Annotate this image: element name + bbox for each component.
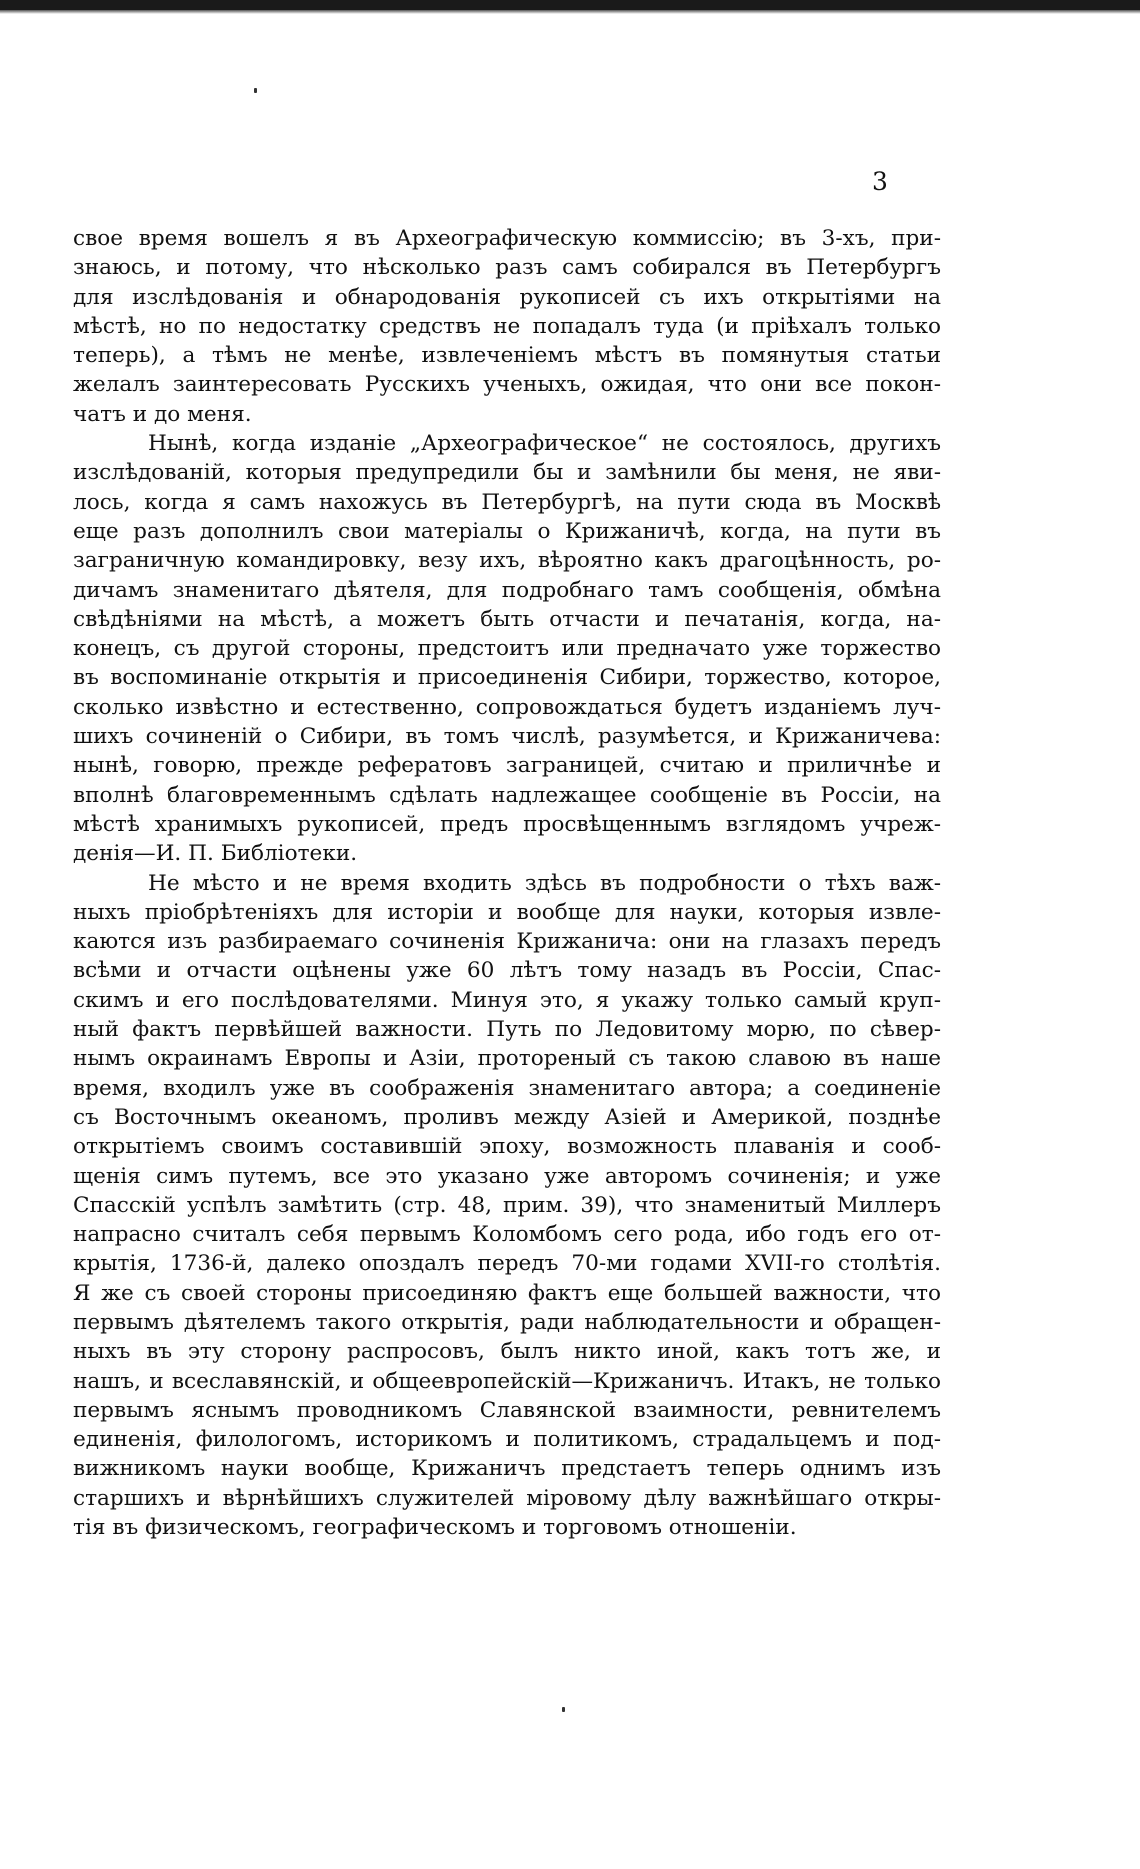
text-line: желалъ заинтересовать Русскихъ ученыхъ, ожидая, что они все покон-: [73, 372, 941, 398]
text-line: конецъ, съ другой стороны, предстоитъ или предначато уже торжество: [73, 636, 941, 662]
text-line: теперь), а тѣмъ не менѣе, извлеченіемъ мѣстъ въ помянутыя статьи: [73, 343, 941, 369]
text-line: нынѣ, говорю, прежде рефератовъ заграницей, считаю и приличнѣе и: [73, 753, 941, 779]
text-line: свое время вошелъ я въ Археографическую коммиссію; въ 3-хъ, при-: [73, 226, 941, 251]
text-line: лось, когда я самъ нахожусь въ Петербургѣ, на пути сюда въ Москвѣ: [73, 489, 941, 515]
text-line: первымъ яснымъ проводникомъ Славянской взаимности, ревнителемъ: [73, 1397, 941, 1423]
text-line: сколько извѣстно и естественно, сопровождаться будетъ изданіемъ луч-: [73, 694, 941, 720]
text-line: старшихъ и вѣрнѣйшихъ служителей міровому дѣлу важнѣйшаго откры-: [73, 1485, 941, 1511]
text-line: Не мѣсто и не время входить здѣсь въ подробности о тѣхъ важ-: [148, 870, 941, 896]
text-line: ный фактъ первѣйшей важности. Путь по Ледовитому морю, по сѣвер-: [73, 1017, 941, 1043]
text-line: вижникомъ науки вообще, Крижаничъ предстаетъ теперь однимъ изъ: [73, 1456, 941, 1482]
text-line: каются изъ разбираемаго сочиненія Крижанича: они на глазахъ передъ: [73, 929, 941, 955]
text-line: заграничную командировку, везу ихъ, вѣроятно какъ драгоцѣнность, ро-: [73, 548, 941, 574]
text-line: шихъ сочиненій о Сибири, въ томъ числѣ, разумѣется, и Крижаничева:: [73, 724, 941, 750]
text-line: время, входилъ уже въ соображенія знаменитаго автора; а соединеніе: [73, 1075, 941, 1101]
scan-speck: [254, 88, 257, 93]
text-line: дичамъ знаменитаго дѣятеля, для подробнаго тамъ сообщенія, обмѣна: [73, 577, 941, 603]
text-line: скимъ и его послѣдователями. Минуя это, я укажу только самый круп-: [73, 987, 941, 1013]
text-line: чатъ и до меня.: [73, 401, 252, 427]
text-line: изслѣдованій, которыя предупредили бы и замѣнили бы меня, не яви-: [73, 460, 941, 486]
text-line: щенія симъ путемъ, все это указано уже авторомъ сочиненія; и уже: [73, 1163, 941, 1189]
text-line: всѣми и отчасти оцѣнены уже 60 лѣтъ тому назадъ въ Россіи, Спас-: [73, 958, 941, 984]
text-line: Спасскій успѣлъ замѣтить (стр. 48, прим. 39), что знаменитый Миллеръ: [73, 1192, 941, 1218]
text-line: денія—И. П. Библіотеки.: [73, 841, 358, 867]
text-line: напрасно считалъ себя первымъ Коломбомъ сего рода, ибо годъ его от-: [73, 1222, 941, 1248]
text-line: съ Восточнымъ океаномъ, проливъ между Азіей и Америкой, позднѣе: [73, 1104, 941, 1130]
text-line: Я же съ своей стороны присоединяю фактъ еще большей важности, что: [73, 1280, 941, 1306]
text-line: первымъ дѣятелемъ такого открытія, ради наблюдательности и обращен-: [73, 1309, 941, 1335]
text-line: мѣстѣ, но по недостатку средствъ не попадалъ туда (и пріѣхалъ только: [73, 313, 941, 339]
text-line: нашъ, и всеславянскій, и общеевропейскій—Крижаничъ. Итакъ, не только: [73, 1368, 941, 1394]
text-line: для изслѣдованія и обнародованія рукописей съ ихъ открытіями на: [73, 284, 941, 310]
text-line: еще разъ дополнилъ свои матеріалы о Крижаничѣ, когда, на пути въ: [73, 518, 941, 544]
text-line: ныхъ въ эту сторону распросовъ, былъ никто иной, какъ тотъ же, и: [73, 1339, 941, 1365]
scan-top-edge-shadow: [0, 10, 1140, 14]
text-line: нымъ окраинамъ Европы и Азіи, протореный съ такою славою въ наше: [73, 1046, 941, 1072]
text-line: свѣдѣніями на мѣстѣ, а можетъ быть отчасти и печатанія, когда, на-: [73, 606, 941, 632]
text-line: тія въ физическомъ, географическомъ и торговомъ отношеніи.: [73, 1515, 797, 1541]
text-line: открытіемъ своимъ составившій эпоху, возможность плаванія и сооб-: [73, 1134, 941, 1160]
text-line: единенія, филологомъ, историкомъ и политикомъ, страдальцемъ и под-: [73, 1427, 941, 1453]
text-line: вполнѣ благовременнымъ сдѣлать надлежащее сообщеніе въ Россіи, на: [73, 782, 941, 808]
page-number: 3: [872, 167, 888, 196]
scan-speck: [562, 1707, 565, 1712]
text-line: Нынѣ, когда изданіе „Археографическое“ не состоялось, другихъ: [148, 431, 941, 457]
text-line: знаюсь, и потому, что нѣсколько разъ самъ собирался въ Петербургъ: [73, 255, 941, 281]
text-line: въ воспоминаніе открытія и присоединенія Сибири, торжество, которое,: [73, 665, 941, 691]
text-line: крытія, 1736-й, далеко опоздалъ передъ 70-ми годами XVII-го столѣтія.: [73, 1251, 941, 1277]
text-line: мѣстѣ хранимыхъ рукописей, предъ просвѣщеннымъ взглядомъ учреж-: [73, 811, 941, 837]
scan-top-edge: [0, 0, 1140, 10]
text-line: ныхъ пріобрѣтеніяхъ для исторіи и вообще для науки, которыя извле-: [73, 899, 941, 925]
body-text: [73, 224, 941, 1542]
